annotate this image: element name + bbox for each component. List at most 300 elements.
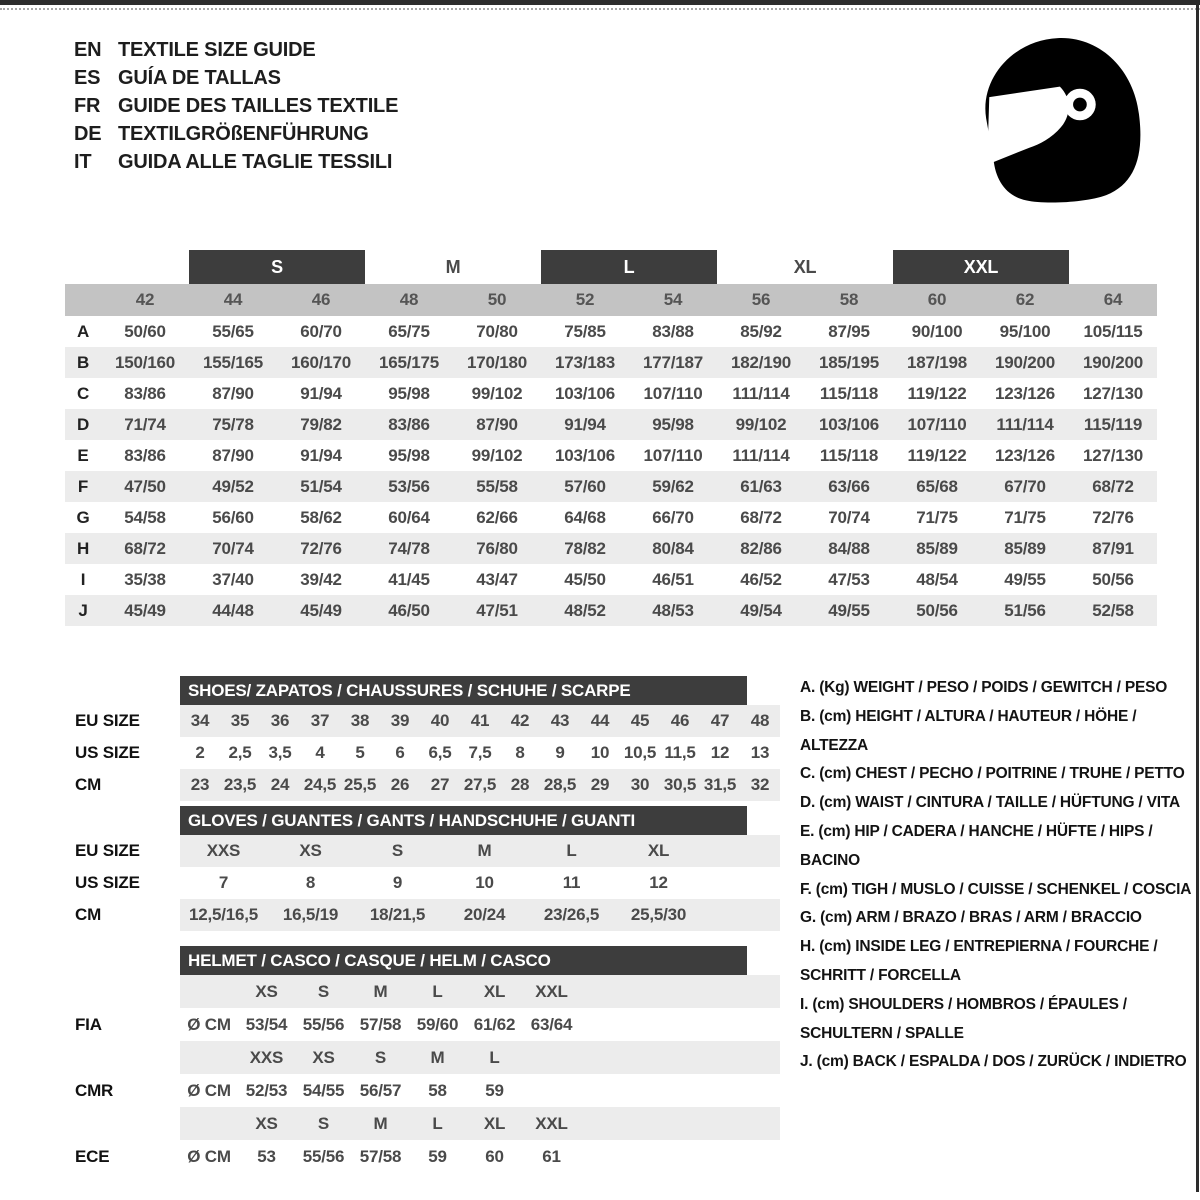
table-cell: 45/49 <box>101 595 189 626</box>
table-cell: 60 <box>893 284 981 316</box>
table-cell: 55/58 <box>453 471 541 502</box>
table-row <box>65 1107 780 1140</box>
table-cell: 46/52 <box>740 569 782 589</box>
table-cell: 53/56 <box>365 471 453 502</box>
row-label: US SIZE <box>75 873 140 892</box>
table-cell: 53 <box>257 1146 276 1166</box>
table-cell <box>580 1041 780 1074</box>
table-cell: 58 <box>428 1080 447 1100</box>
table-cell: 87/90 <box>212 445 254 465</box>
table-cell: 30,5 <box>660 769 700 801</box>
table-cell: 99/102 <box>717 409 805 440</box>
table-cell: Ø CM <box>187 1014 231 1034</box>
table-cell: 83/88 <box>652 321 694 341</box>
legend-item: I. (cm) SHOULDERS / HOMBROS / ÉPAULES / SCHULTERN / SPALLE <box>800 995 1127 1042</box>
table-cell: 61/63 <box>717 471 805 502</box>
table-cell: 52 <box>541 284 629 316</box>
table-cell: 49/55 <box>1004 569 1046 589</box>
row-label: B <box>65 347 101 378</box>
table-cell: 107/110 <box>893 409 981 440</box>
table-cell: 8 <box>305 873 316 892</box>
language-code: EN <box>74 39 102 61</box>
table-cell: 95/98 <box>388 383 430 403</box>
gloves-table <box>65 835 780 931</box>
legend-item: E. (cm) HIP / CADERA / HANCHE / HÜFTE / HIPS / BACINO <box>800 822 1153 869</box>
table-row <box>65 769 780 801</box>
table-cell: 46 <box>660 705 700 737</box>
table-cell: 91/94 <box>541 409 629 440</box>
legend-item: J. (cm) BACK / ESPALDA / DOS / ZURÜCK / INDIETRO <box>800 1053 1187 1071</box>
table-cell: 35 <box>220 705 260 737</box>
gloves-section <box>65 806 780 931</box>
table-cell: 56/57 <box>359 1080 402 1100</box>
table-cell: L <box>528 835 615 867</box>
size-group-l: L <box>541 250 717 284</box>
table-cell: 79/82 <box>277 409 365 440</box>
table-cell: 111/114 <box>981 409 1069 440</box>
table-cell: XS <box>295 1041 352 1074</box>
table-cell: M <box>352 975 409 1008</box>
row-label: I <box>80 569 86 589</box>
legend-item: H. (cm) INSIDE LEG / ENTREPIERNA / FOURCHE / SCHRITT / FORCELLA <box>800 938 1158 984</box>
table-cell: 2,5 <box>228 743 252 762</box>
table-cell: 60/70 <box>300 321 342 341</box>
table-cell: 49/54 <box>717 595 805 626</box>
table-cell: 84/88 <box>805 533 893 564</box>
table-cell: 41 <box>460 705 500 737</box>
table-cell <box>580 975 780 1008</box>
table-cell: 8 <box>515 743 525 762</box>
table-cell: 103/106 <box>554 445 616 465</box>
table-cell: 29 <box>580 769 620 801</box>
table-cell: 44/48 <box>189 595 277 626</box>
table-cell: L <box>409 975 466 1008</box>
table-cell: 85/92 <box>740 321 782 341</box>
table-cell: 48/52 <box>541 595 629 626</box>
table-cell: 57/60 <box>541 471 629 502</box>
table-cell: 58/62 <box>300 507 342 527</box>
size-group-s: S <box>189 250 365 284</box>
legend-item: B. (cm) HEIGHT / ALTURA / HAUTEUR / HÖHE / ALTEZZA <box>800 707 1137 754</box>
table-cell: XXS <box>238 1041 295 1074</box>
table-cell: 5 <box>355 743 365 762</box>
table-cell: 20/24 <box>441 899 528 931</box>
table-cell <box>702 867 780 899</box>
table-cell: 54 <box>629 284 717 316</box>
table-cell: 7,5 <box>468 743 492 762</box>
table-cell: 66/70 <box>652 507 694 527</box>
language-code: DE <box>74 123 102 145</box>
table-cell: 71/74 <box>101 409 189 440</box>
table-cell <box>580 1008 780 1041</box>
table-cell: 67/70 <box>981 471 1069 502</box>
table-cell: 27 <box>420 769 460 801</box>
table-cell: 46/51 <box>652 569 694 589</box>
row-label: D <box>65 409 101 440</box>
language-label: GUIDE DES TAILLES TEXTILE <box>118 95 399 117</box>
table-cell: 63/66 <box>805 471 893 502</box>
table-cell: 103/106 <box>554 383 616 403</box>
table-cell: 65/75 <box>388 321 430 341</box>
table-cell: 87/90 <box>212 383 254 403</box>
table-cell: 87/95 <box>828 321 870 341</box>
shoes-section-header: SHOES/ ZAPATOS / CHAUSSURES / SCHUHE / SCARPE <box>180 676 747 705</box>
table-cell: 160/170 <box>277 347 365 378</box>
table-cell: 30 <box>620 769 660 801</box>
table-cell: 55/56 <box>302 1146 345 1166</box>
table-cell: 71/75 <box>1004 507 1046 527</box>
table-cell: M <box>441 835 528 867</box>
table-cell <box>580 1074 780 1107</box>
table-cell: 74/78 <box>365 533 453 564</box>
table-cell: 107/110 <box>643 383 703 403</box>
table-cell: 150/160 <box>101 347 189 378</box>
table-cell: 38 <box>340 705 380 737</box>
table-cell: 18/21,5 <box>354 899 441 931</box>
table-cell: 99/102 <box>471 383 523 403</box>
table-cell: 61/62 <box>473 1014 516 1034</box>
table-cell: 12 <box>710 743 730 762</box>
table-cell: 6 <box>395 743 405 762</box>
language-label: TEXTILGRÖßENFÜHRUNG <box>118 123 369 145</box>
top-dotted-line <box>0 8 1200 10</box>
table-cell: 45/49 <box>277 595 365 626</box>
table-cell <box>180 975 238 1008</box>
table-cell: 127/130 <box>1082 445 1144 465</box>
row-label <box>65 975 180 1008</box>
table-row <box>65 835 780 867</box>
table-cell: 31,5 <box>700 769 740 801</box>
table-cell: 59/60 <box>416 1014 459 1034</box>
row-label: FIA <box>75 1014 102 1034</box>
table-cell: S <box>354 835 441 867</box>
table-cell: 48/54 <box>916 569 958 589</box>
table-cell: 49/52 <box>189 471 277 502</box>
table-row <box>65 867 780 899</box>
table-cell: 48 <box>740 705 780 737</box>
table-row <box>65 1140 780 1173</box>
table-cell: 9 <box>555 743 565 762</box>
table-cell <box>702 899 780 931</box>
row-label: H <box>65 533 101 564</box>
table-cell: 46/50 <box>365 595 453 626</box>
table-cell: 35/38 <box>124 569 166 589</box>
table-cell: 87/91 <box>1069 533 1157 564</box>
table-cell: XL <box>615 835 702 867</box>
table-cell: 72/76 <box>1092 507 1134 527</box>
table-cell: 23,5 <box>220 769 260 801</box>
table-cell: 85/89 <box>893 533 981 564</box>
table-cell: 50/56 <box>1092 569 1134 589</box>
table-cell: 62 <box>981 284 1069 316</box>
table-cell: 37 <box>300 705 340 737</box>
legend-item: G. (cm) ARM / BRAZO / BRAS / ARM / BRACCIO <box>800 909 1142 927</box>
table-cell: S <box>295 1107 352 1140</box>
helmet-section-header: HELMET / CASCO / CASQUE / HELM / CASCO <box>180 946 747 975</box>
table-cell: 170/180 <box>453 347 541 378</box>
language-row <box>74 64 398 92</box>
table-cell: 60/64 <box>388 507 430 527</box>
table-cell: Ø CM <box>187 1080 231 1100</box>
measurement-rows <box>65 316 1157 626</box>
table-cell: 47 <box>700 705 740 737</box>
table-cell: 7 <box>218 873 229 892</box>
table-cell: 85/89 <box>981 533 1069 564</box>
table-cell: 95/98 <box>388 445 430 465</box>
row-label: EU SIZE <box>75 841 140 860</box>
table-cell: 115/118 <box>819 383 879 403</box>
table-cell <box>580 1140 780 1173</box>
table-cell: 42 <box>500 705 540 737</box>
table-cell: 75/78 <box>189 409 277 440</box>
table-row <box>65 347 1157 378</box>
table-cell: 83/86 <box>365 409 453 440</box>
table-cell: 62/66 <box>476 507 518 527</box>
table-cell: 26 <box>380 769 420 801</box>
table-cell: 68/72 <box>1069 471 1157 502</box>
table-cell: 119/122 <box>907 383 967 403</box>
language-code: ES <box>74 67 101 89</box>
language-label: GUIDA ALLE TAGLIE TESSILI <box>118 151 393 173</box>
table-cell: S <box>295 975 352 1008</box>
table-row <box>65 705 780 737</box>
language-code: FR <box>74 95 101 117</box>
table-cell <box>180 1041 238 1074</box>
row-label <box>65 1107 180 1140</box>
table-cell: 123/126 <box>994 445 1056 465</box>
table-cell: 48 <box>365 284 453 316</box>
table-row <box>65 440 1157 471</box>
table-cell: L <box>409 1107 466 1140</box>
table-cell: 48/53 <box>629 595 717 626</box>
table-cell: S <box>352 1041 409 1074</box>
table-row <box>65 471 1157 502</box>
row-label <box>65 284 101 316</box>
table-cell: XS <box>238 975 295 1008</box>
table-cell: 91/94 <box>300 383 342 403</box>
table-cell: 6,5 <box>428 743 452 762</box>
row-label: E <box>77 445 89 465</box>
table-row <box>65 378 1157 409</box>
table-cell: M <box>409 1041 466 1074</box>
row-label <box>65 1041 180 1074</box>
table-cell: 90/100 <box>911 321 963 341</box>
shoes-section <box>65 676 780 801</box>
table-cell <box>580 1107 780 1140</box>
language-code: IT <box>74 151 92 173</box>
table-cell: XS <box>267 835 354 867</box>
legend-item: A. (Kg) WEIGHT / PESO / POIDS / GEWITCH / PESO <box>800 679 1168 696</box>
size-group-xl: XL <box>793 256 817 277</box>
table-cell: 177/187 <box>629 347 717 378</box>
table-cell: 64 <box>1069 284 1157 316</box>
table-cell: 55/56 <box>302 1014 345 1034</box>
table-cell: 49/55 <box>805 595 893 626</box>
table-cell: 24 <box>260 769 300 801</box>
table-cell: 61 <box>542 1146 561 1166</box>
table-row <box>65 564 1157 595</box>
table-cell: 57/58 <box>359 1014 402 1034</box>
table-cell: 23/26,5 <box>528 899 615 931</box>
table-cell: 9 <box>392 873 403 892</box>
shoes-table <box>65 705 780 801</box>
table-cell: 56/60 <box>212 507 254 527</box>
table-row <box>65 316 1157 347</box>
table-cell: 58 <box>805 284 893 316</box>
table-cell: 52/53 <box>245 1080 288 1100</box>
table-cell <box>180 1107 238 1140</box>
row-label: F <box>65 471 101 502</box>
table-cell: 54/55 <box>302 1080 345 1100</box>
table-cell: 10,5 <box>623 743 657 762</box>
table-cell: 11 <box>562 873 581 892</box>
table-cell: 43/47 <box>476 569 518 589</box>
row-label: G <box>76 507 90 527</box>
table-row <box>65 409 1157 440</box>
table-cell: 46 <box>277 284 365 316</box>
table-cell: 91/94 <box>300 445 342 465</box>
table-cell: 51/56 <box>981 595 1069 626</box>
table-cell: 111/114 <box>732 383 790 403</box>
table-cell: 50/56 <box>893 595 981 626</box>
language-row <box>74 148 398 176</box>
table-cell: 45/50 <box>564 569 606 589</box>
table-cell: 182/190 <box>717 347 805 378</box>
table-cell: XXS <box>180 835 267 867</box>
table-cell: 56 <box>717 284 805 316</box>
table-cell: 190/200 <box>1069 347 1157 378</box>
table-cell: 10 <box>475 873 494 892</box>
table-cell: 59 <box>485 1080 504 1100</box>
table-cell: 107/110 <box>643 445 703 465</box>
size-group-row <box>65 250 1157 284</box>
size-numbers-row <box>65 284 1157 316</box>
textile-size-table <box>65 250 1157 626</box>
legend-item: C. (cm) CHEST / PECHO / POITRINE / TRUHE / PETTO <box>800 765 1185 783</box>
table-cell: 123/126 <box>994 383 1056 403</box>
table-cell: L <box>466 1041 523 1074</box>
table-cell: 185/195 <box>805 347 893 378</box>
row-label: A <box>76 321 90 341</box>
row-label: EU SIZE <box>75 711 140 730</box>
table-cell: 11,5 <box>664 743 696 762</box>
table-cell: 65/68 <box>893 471 981 502</box>
language-label: TEXTILE SIZE GUIDE <box>118 39 316 61</box>
table-cell: 87/90 <box>453 409 541 440</box>
table-cell: XXL <box>523 975 580 1008</box>
table-cell: 37/40 <box>212 569 254 589</box>
table-cell: 187/198 <box>893 347 981 378</box>
size-group-xxl: XXL <box>893 250 1069 284</box>
table-cell: 83/86 <box>124 445 166 465</box>
table-cell: 64/68 <box>564 507 606 527</box>
table-cell: 3,5 <box>268 743 292 762</box>
table-cell: 32 <box>740 769 780 801</box>
table-cell: 25,5 <box>340 769 380 801</box>
table-cell: 13 <box>750 743 770 762</box>
table-cell: 63/64 <box>530 1014 573 1034</box>
helmet-section <box>65 946 780 1173</box>
table-cell: 10 <box>590 743 610 762</box>
table-cell: 105/115 <box>1083 321 1143 341</box>
table-cell: 34 <box>180 705 220 737</box>
table-cell: 83/86 <box>124 383 166 403</box>
table-row <box>65 1041 780 1074</box>
table-cell: 76/80 <box>453 533 541 564</box>
table-cell: 103/106 <box>805 409 893 440</box>
table-row <box>65 899 780 931</box>
table-cell: M <box>352 1107 409 1140</box>
table-cell: 95/100 <box>999 321 1051 341</box>
row-label: CM <box>75 775 102 794</box>
table-row <box>65 1074 780 1107</box>
helmet-table <box>65 975 780 1173</box>
row-label: ECE <box>75 1146 110 1166</box>
table-cell: 190/200 <box>981 347 1069 378</box>
table-cell: 25,5/30 <box>615 899 702 931</box>
table-cell: 16,5/19 <box>267 899 354 931</box>
table-cell: 173/183 <box>541 347 629 378</box>
table-cell: 70/74 <box>828 507 870 527</box>
table-cell: 68/72 <box>740 507 782 527</box>
table-cell: 82/86 <box>717 533 805 564</box>
table-cell: 44 <box>580 705 620 737</box>
legend-item: F. (cm) TIGH / MUSLO / CUISSE / SCHENKEL / COSCIA <box>800 880 1192 898</box>
row-label: CM <box>75 905 102 924</box>
table-cell: 39 <box>380 705 420 737</box>
table-cell: 155/165 <box>189 347 277 378</box>
table-cell: 57/58 <box>359 1146 402 1166</box>
gloves-section-header: GLOVES / GUANTES / GANTS / HANDSCHUHE / GUANTI <box>180 806 747 835</box>
table-cell: 27,5 <box>460 769 500 801</box>
row-label: J <box>65 595 101 626</box>
table-cell: 70/74 <box>189 533 277 564</box>
table-cell: 59 <box>428 1146 447 1166</box>
table-cell: 47/50 <box>101 471 189 502</box>
racing-helmet-icon <box>978 36 1146 212</box>
table-cell: 4 <box>315 743 325 762</box>
table-row <box>65 1008 780 1041</box>
table-cell: 47/51 <box>453 595 541 626</box>
table-cell: 75/85 <box>564 321 606 341</box>
table-cell: 42 <box>101 284 189 316</box>
table-cell: 60 <box>485 1146 504 1166</box>
table-cell: 50/60 <box>124 321 166 341</box>
table-cell: 71/75 <box>916 507 958 527</box>
table-cell: 127/130 <box>1082 383 1144 403</box>
table-cell: 53/54 <box>245 1014 288 1034</box>
language-label: GUÍA DE TALLAS <box>118 67 281 89</box>
table-cell: XXL <box>523 1107 580 1140</box>
table-cell: 72/76 <box>277 533 365 564</box>
table-cell <box>523 1041 580 1074</box>
table-cell: XL <box>466 975 523 1008</box>
table-cell: 36 <box>260 705 300 737</box>
table-cell: 50 <box>453 284 541 316</box>
table-cell: 165/175 <box>365 347 453 378</box>
language-row <box>74 92 398 120</box>
language-row <box>74 120 398 148</box>
table-cell: 24,5 <box>300 769 340 801</box>
row-label: CMR <box>75 1080 114 1100</box>
table-row <box>65 975 780 1008</box>
table-row <box>65 595 1157 626</box>
table-cell: 54/58 <box>124 507 166 527</box>
table-cell: 115/119 <box>1069 409 1157 440</box>
table-row <box>65 533 1157 564</box>
row-label: US SIZE <box>75 743 140 762</box>
table-cell: 43 <box>540 705 580 737</box>
